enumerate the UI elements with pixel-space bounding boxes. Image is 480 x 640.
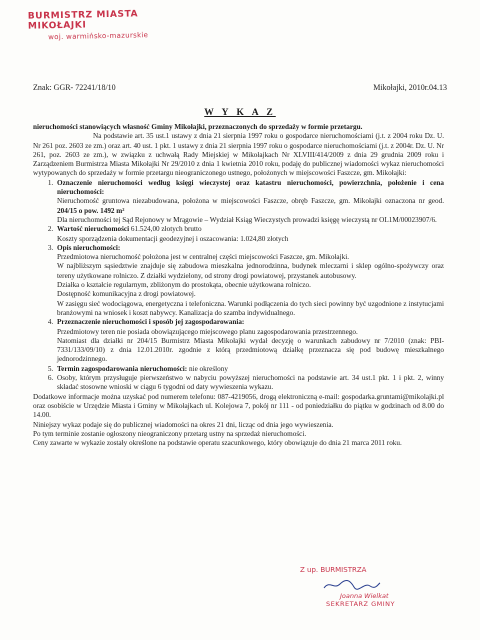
list-item — [55, 374, 444, 393]
item-value: nie określony — [188, 364, 228, 373]
item-text: Dostępność komunikacyjna z drogi powiatowej. — [57, 290, 196, 299]
item-text: Natomiast dla działki nr 204/15 Burmistrz Miasta Mikołajki wydał decyzję o warunkach zabudowy nr 7/2010 (znak: PBI-7331/133/09/10) z dnia 12.01.2010r. zgodnie z którą przedmiotową działkę przeznacza się pod budowę mieszkalnego jednorodzinnego. — [57, 336, 444, 364]
item-text: Koszty sporządzenia dokumentacji geodezyjnej i oszacowania: 1.024,80 złotych — [57, 234, 289, 243]
stamp-line-1: BURMISTRZ MIASTA MIKOŁAJKI — [27, 9, 139, 32]
intro-paragraph: Na podstawie art. 35 ust.1 ustawy z dnia 21 sierpnia 1997 roku o gospodarce nieruchomościami (j.t. z 2004 roku Dz. U. Nr 261 poz. 2603 ze zm.) oraz art. 40 ust. 1 pkt. 1 ustawy z dnia 21 sierpnia 1997 roku o gospodarce nieruchomościami (j.t. z 2004r. Dz. U. Nr 261, poz. 2603 ze zm.), w związku z uchwałą Rady Miejskiej w Mikołajkach Nr XLVIII/414/2009 z dnia 29 grudnia 2009 roku i Zarządzeniem Burmistrza Miasta Mikołajki Nr 29/2010 z dnia 1 kwietnia 2010 roku, podaję do publicznej wiadomości wykaz nieruchomości wytypowanych do sprzedaży w formie przetargu nieograniczonego ustnego, położonych w miejscowości Faszcze, gm. Mikołajki: — [33, 132, 444, 178]
signature-stamp — [300, 566, 450, 608]
item-text: Nieruchomość gruntowa niezabudowana, położona w miejscowości Faszcze, obręb Faszcze, gm. Mikołajki oznaczona nr geod. — [57, 197, 444, 206]
auction-paragraph: Po tym terminie zostanie ogłoszony nieograniczony przetarg ustny na sprzedaż nieruchomości. — [33, 429, 307, 438]
item-heading: Opis nieruchomości: — [57, 243, 121, 252]
valuation-paragraph: Ceny zawarte w wykazie zostały określone na podstawie operatu szacunkowego, który obowiązuje do dnia 21 marca 2011 roku. — [33, 439, 402, 448]
publication-paragraph: Niniejszy wykaz podaje się do publicznej wiadomości na okres 21 dni, licząc od dnia jego wywieszenia. — [33, 420, 334, 429]
handwritten-signature — [322, 578, 382, 592]
item-text: W zasięgu sieć wodociągowa, energetyczna i telefoniczna. Warunki podłączenia do tych sieci powinny być uzgodnione z instytucjami branżowymi na wniosek i koszt nabywcy. Kanalizacja do szamba indywidualnego. — [57, 299, 444, 317]
item-list — [33, 179, 444, 393]
item-text: W najbliższym sąsiedztwie znajduje się zabudowa mieszkalna jednorodzinna, budynek mleczarni i sklep ogólno-spożywczy oraz tereny użytkowane rolniczo. Z działki wydzielony, od strony drogi powiatowej, przystanek autobusowy. — [57, 262, 444, 280]
item-text: Przedmiotowy teren nie posiada obowiązującego miejscowego planu zagospodarowania przestrzennego. — [57, 327, 358, 336]
item-text: Dla nieruchomości tej Sąd Rejonowy w Mrągowie – Wydział Ksiąg Wieczystych prowadzi księgę wieczystą nr OL1M/00023907/6. — [57, 215, 437, 224]
document-subtitle: nieruchomości stanowiących własność Gminy Mikołajki, przeznaczonych do sprzedaży w formie przetargu. — [33, 123, 363, 131]
document-title: W Y K A Z — [204, 108, 276, 118]
stamp-line-2: woj. warmińsko-mazurskie — [48, 31, 149, 42]
plot-area: 204/15 o pow. 1492 m² — [57, 206, 125, 215]
list-item — [55, 179, 444, 225]
item-heading: Przeznaczenie nieruchomości i sposób jej zagospodarowania: — [57, 318, 245, 327]
list-item — [55, 225, 444, 244]
property-value: 61.524,00 złotych brutto — [130, 225, 202, 234]
item-text: Przedmiotowa nieruchomość położona jest w centralnej części miejscowości Faszcze, gm. Mikołajki. — [57, 253, 350, 262]
place-date: Mikołajki, 2010r.04.13 — [373, 83, 447, 92]
item-heading: Termin zagospodarowania nieruchomości: — [57, 364, 188, 373]
signatory-name: Joanna Wielkat — [340, 592, 389, 600]
contact-paragraph: Dodatkowe informacje można uzyskać pod numerem telefonu: 087-4219056, drogą elektroniczną e-mail: gospodarka.gruntami@mikolajki.pl oraz osobiście w Urzędzie Miasta i Gminy w Mikołajkach ul. Kolejowa 7, pokój nr 111 - od poniedziałku do piątku w godzinach od 8.00 do 14.00. — [33, 392, 444, 420]
stamp-authority: Z up. BURMISTRZA — [300, 566, 367, 574]
signatory-title: SEKRETARZ GMINY — [326, 600, 395, 608]
list-item — [55, 318, 444, 364]
municipal-stamp — [28, 8, 189, 41]
list-item — [55, 244, 444, 318]
item-text: Działka o kształcie regularnym, zbliżonym do prostokąta, obecnie użytkowana rolniczo. — [57, 281, 311, 290]
document-body — [33, 123, 444, 448]
item-heading: Wartość nieruchomości — [57, 225, 130, 234]
reference-number: Znak: GGR- 72241/18/10 — [33, 83, 116, 92]
item-text: 6. Osoby, którym przysługuje pierwszeństwo w nabyciu powyższej nieruchomości na podstawie art. 34 ust.1 pkt. 1 i pkt. 2, winny składać stosowne wnioski w ciągu 6 tygodni od daty wywieszenia wykazu. — [57, 374, 444, 392]
item-heading: Oznaczenie nieruchomości według księgi wieczystej oraz katastru nieruchomości, powierzchnia, położenie i cena nieruchomości: — [57, 178, 444, 197]
list-item — [55, 365, 444, 374]
reference-row — [33, 83, 447, 92]
